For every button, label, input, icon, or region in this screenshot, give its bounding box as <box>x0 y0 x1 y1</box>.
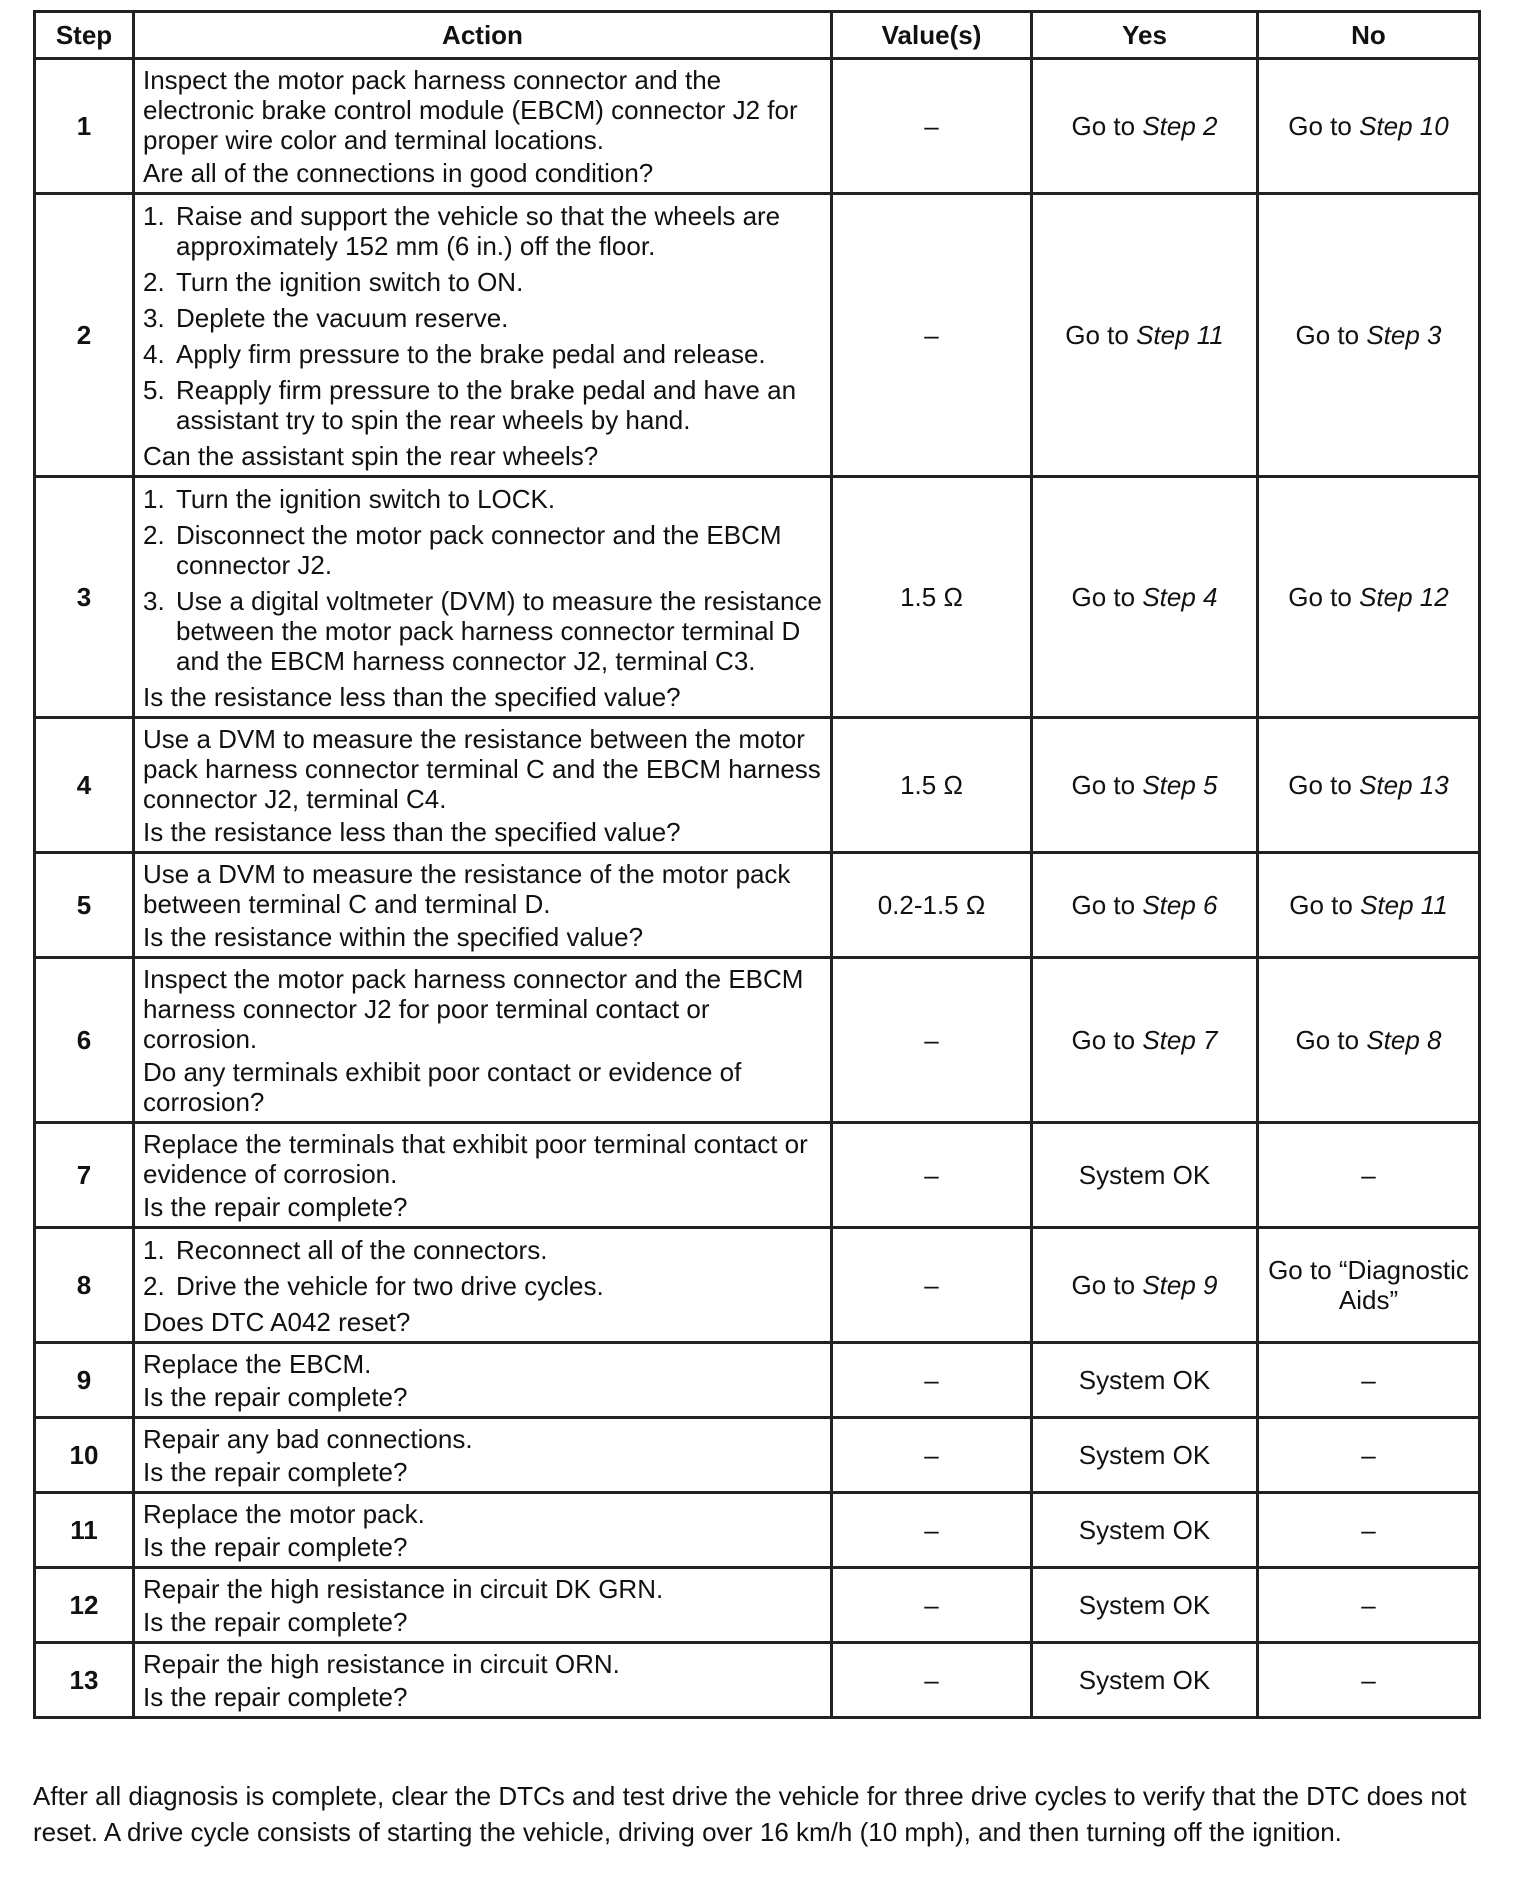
action-cell <box>134 958 832 1123</box>
action-cell <box>134 477 832 718</box>
action-cell <box>134 1343 832 1418</box>
header-values: Value(s) <box>832 12 1032 59</box>
action-text: Repair the high resistance in circuit DK GRN. <box>143 1574 664 1604</box>
table-row <box>35 59 1480 194</box>
action-text: Replace the terminals that exhibit poor terminal contact or evidence of corrosion. <box>143 1129 808 1189</box>
list-number: 3. <box>143 586 165 616</box>
action-question: Is the resistance less than the specified value? <box>143 817 681 847</box>
list-number: 5. <box>143 375 165 405</box>
list-text: Turn the ignition switch to ON. <box>176 267 524 297</box>
value-cell: – <box>832 1123 1032 1228</box>
goto-step: Step 9 <box>1142 1270 1218 1300</box>
no-cell <box>1258 477 1480 718</box>
yes-result: System OK <box>1078 1515 1211 1545</box>
action-list-item <box>143 201 822 261</box>
goto-prefix: Go to <box>1071 770 1136 800</box>
action-list <box>143 201 822 435</box>
action-list-item <box>143 303 822 333</box>
table-row <box>35 958 1480 1123</box>
yes-result: System OK <box>1078 1365 1211 1395</box>
action-list-item <box>143 1235 822 1265</box>
yes-cell <box>1032 1493 1258 1568</box>
action-text: Inspect the motor pack harness connector and the EBCM harness connector J2 for poor terminal contact or corrosion. <box>143 964 804 1054</box>
step-number: 2 <box>35 194 134 477</box>
footnote: After all diagnosis is complete, clear the DTCs and test drive the vehicle for three drive cycles to verify that the DTC does not reset. A drive cycle consists of starting the vehicle, driving over 16 km/h (10 mph), and then turning off the ignition. <box>33 1781 1467 1847</box>
header-step: Step <box>35 12 134 59</box>
value-cell: – <box>832 1643 1032 1718</box>
action-list-item <box>143 520 822 580</box>
action-question: Does DTC A042 reset? <box>143 1307 411 1337</box>
yes-cell <box>1032 1418 1258 1493</box>
table-row <box>35 1568 1480 1643</box>
action-cell <box>134 59 832 194</box>
table-row <box>35 1643 1480 1718</box>
list-number: 2. <box>143 1271 165 1301</box>
yes-cell <box>1032 1568 1258 1643</box>
table-row <box>35 1418 1480 1493</box>
step-number: 7 <box>35 1123 134 1228</box>
table-body <box>35 59 1480 1718</box>
no-cell <box>1258 59 1480 194</box>
table-row <box>35 477 1480 718</box>
action-question: Is the repair complete? <box>143 1457 408 1487</box>
step-number: 6 <box>35 958 134 1123</box>
list-number: 2. <box>143 520 165 550</box>
no-cell <box>1258 1123 1480 1228</box>
action-text: Replace the EBCM. <box>143 1349 372 1379</box>
yes-cell <box>1032 1343 1258 1418</box>
yes-cell <box>1032 718 1258 853</box>
action-question: Is the repair complete? <box>143 1607 408 1637</box>
value-cell: – <box>832 1228 1032 1343</box>
list-number: 1. <box>143 484 165 514</box>
list-number: 1. <box>143 201 165 231</box>
goto-step: Step 3 <box>1366 320 1442 350</box>
list-text: Turn the ignition switch to LOCK. <box>176 484 556 514</box>
action-question: Is the resistance less than the specified value? <box>143 682 681 712</box>
no-cell <box>1258 1493 1480 1568</box>
value-cell: – <box>832 1343 1032 1418</box>
yes-result: System OK <box>1078 1665 1211 1695</box>
action-cell <box>134 1123 832 1228</box>
header-yes: Yes <box>1032 12 1258 59</box>
step-number: 1 <box>35 59 134 194</box>
action-list-item <box>143 339 822 369</box>
goto-step: Step 10 <box>1359 111 1449 141</box>
action-question: Is the repair complete? <box>143 1382 408 1412</box>
no-cell <box>1258 718 1480 853</box>
list-number: 1. <box>143 1235 165 1265</box>
goto-step: Step 11 <box>1136 320 1224 350</box>
step-number: 11 <box>35 1493 134 1568</box>
goto-prefix: Go to <box>1071 1270 1136 1300</box>
no-cell <box>1258 194 1480 477</box>
goto-step: Step 6 <box>1142 890 1218 920</box>
list-number: 2. <box>143 267 165 297</box>
list-text: Reconnect all of the connectors. <box>176 1235 548 1265</box>
goto-prefix: Go to <box>1071 111 1136 141</box>
action-question: Can the assistant spin the rear wheels? <box>143 441 599 471</box>
step-number: 4 <box>35 718 134 853</box>
action-cell <box>134 853 832 958</box>
yes-cell <box>1032 59 1258 194</box>
list-text: Reapply firm pressure to the brake pedal and have an assistant try to spin the rear wheels by hand. <box>176 375 797 435</box>
diagnostic-table <box>33 10 1481 1719</box>
no-cell <box>1258 958 1480 1123</box>
action-list-item <box>143 586 822 676</box>
goto-step: Step 13 <box>1359 770 1449 800</box>
goto-prefix: Go to <box>1289 890 1353 920</box>
action-list-item <box>143 1271 822 1301</box>
table-row <box>35 194 1480 477</box>
goto-prefix: Go to <box>1288 582 1352 612</box>
yes-cell <box>1032 958 1258 1123</box>
no-result: – <box>1361 1440 1376 1470</box>
action-question: Is the resistance within the specified value? <box>143 922 644 952</box>
yes-result: System OK <box>1078 1590 1211 1620</box>
yes-result: System OK <box>1078 1160 1211 1190</box>
no-cell <box>1258 853 1480 958</box>
step-number: 3 <box>35 477 134 718</box>
list-text: Disconnect the motor pack connector and the EBCM connector J2. <box>176 520 782 580</box>
goto-step: Step 2 <box>1142 111 1218 141</box>
value-cell: 1.5 Ω <box>832 477 1032 718</box>
step-number: 13 <box>35 1643 134 1718</box>
table-row <box>35 1123 1480 1228</box>
no-result: – <box>1361 1160 1376 1190</box>
goto-step: Step 5 <box>1142 770 1218 800</box>
step-number: 12 <box>35 1568 134 1643</box>
action-text: Inspect the motor pack harness connector and the electronic brake control module (EBCM) connector J2 for proper wire color and terminal locations. <box>143 65 798 155</box>
value-cell: – <box>832 1418 1032 1493</box>
value-cell: – <box>832 59 1032 194</box>
goto-prefix: Go to <box>1295 1025 1360 1055</box>
value-cell: – <box>832 1568 1032 1643</box>
no-result: Go to “Diagnostic Aids” <box>1268 1255 1469 1315</box>
no-result: – <box>1361 1590 1376 1620</box>
action-list-item <box>143 375 822 435</box>
list-number: 3. <box>143 303 165 333</box>
yes-cell <box>1032 853 1258 958</box>
goto-prefix: Go to <box>1288 770 1352 800</box>
action-question: Is the repair complete? <box>143 1682 408 1712</box>
action-question: Is the repair complete? <box>143 1192 408 1222</box>
action-list-item <box>143 267 822 297</box>
list-text: Drive the vehicle for two drive cycles. <box>176 1271 604 1301</box>
step-number: 9 <box>35 1343 134 1418</box>
yes-cell <box>1032 1228 1258 1343</box>
yes-cell <box>1032 1123 1258 1228</box>
action-cell <box>134 1643 832 1718</box>
no-result: – <box>1361 1515 1376 1545</box>
action-text: Replace the motor pack. <box>143 1499 425 1529</box>
table-row <box>35 1228 1480 1343</box>
goto-prefix: Go to <box>1071 890 1136 920</box>
yes-cell <box>1032 1643 1258 1718</box>
action-list-item <box>143 484 822 514</box>
step-number: 8 <box>35 1228 134 1343</box>
action-text: Repair the high resistance in circuit ORN. <box>143 1649 620 1679</box>
value-cell: 1.5 Ω <box>832 718 1032 853</box>
goto-prefix: Go to <box>1288 111 1352 141</box>
yes-result: System OK <box>1078 1440 1211 1470</box>
goto-step: Step 7 <box>1142 1025 1218 1055</box>
goto-prefix: Go to <box>1071 582 1136 612</box>
header-no: No <box>1258 12 1480 59</box>
no-cell <box>1258 1343 1480 1418</box>
action-cell <box>134 718 832 853</box>
no-result: – <box>1361 1665 1376 1695</box>
action-cell <box>134 1228 832 1343</box>
list-text: Deplete the vacuum reserve. <box>176 303 509 333</box>
list-text: Apply firm pressure to the brake pedal and release. <box>176 339 766 369</box>
table-row <box>35 1493 1480 1568</box>
value-cell: – <box>832 194 1032 477</box>
table-row <box>35 1343 1480 1418</box>
list-text: Raise and support the vehicle so that the wheels are approximately 152 mm (6 in.) off the floor. <box>176 201 781 261</box>
header-action: Action <box>134 12 832 59</box>
no-cell <box>1258 1418 1480 1493</box>
action-cell <box>134 1418 832 1493</box>
no-cell <box>1258 1568 1480 1643</box>
yes-cell <box>1032 477 1258 718</box>
yes-cell <box>1032 194 1258 477</box>
value-cell: 0.2-1.5 Ω <box>832 853 1032 958</box>
header-row <box>35 12 1480 59</box>
no-cell <box>1258 1643 1480 1718</box>
action-cell <box>134 1568 832 1643</box>
goto-prefix: Go to <box>1071 1025 1136 1055</box>
action-question: Do any terminals exhibit poor contact or evidence of corrosion? <box>143 1057 742 1117</box>
action-text: Use a DVM to measure the resistance between the motor pack harness connector terminal C and the EBCM harness connector J2, terminal C4. <box>143 724 821 814</box>
action-question: Is the repair complete? <box>143 1532 408 1562</box>
action-question: Are all of the connections in good condition? <box>143 158 654 188</box>
goto-step: Step 8 <box>1366 1025 1442 1055</box>
goto-step: Step 4 <box>1142 582 1218 612</box>
table-row <box>35 718 1480 853</box>
step-number: 10 <box>35 1418 134 1493</box>
goto-step: Step 12 <box>1359 582 1449 612</box>
action-cell <box>134 1493 832 1568</box>
list-number: 4. <box>143 339 165 369</box>
action-list <box>143 484 822 676</box>
goto-prefix: Go to <box>1295 320 1360 350</box>
value-cell: – <box>832 958 1032 1123</box>
action-text: Repair any bad connections. <box>143 1424 473 1454</box>
action-list <box>143 1235 822 1301</box>
goto-step: Step 11 <box>1360 890 1448 920</box>
action-cell <box>134 194 832 477</box>
no-result: – <box>1361 1365 1376 1395</box>
action-text: Use a DVM to measure the resistance of the motor pack between terminal C and terminal D. <box>143 859 791 919</box>
no-cell <box>1258 1228 1480 1343</box>
table-row <box>35 853 1480 958</box>
goto-prefix: Go to <box>1065 320 1129 350</box>
list-text: Use a digital voltmeter (DVM) to measure the resistance between the motor pack harness connector terminal D and the EBCM harness connector J2, terminal C3. <box>176 586 822 676</box>
step-number: 5 <box>35 853 134 958</box>
value-cell: – <box>832 1493 1032 1568</box>
